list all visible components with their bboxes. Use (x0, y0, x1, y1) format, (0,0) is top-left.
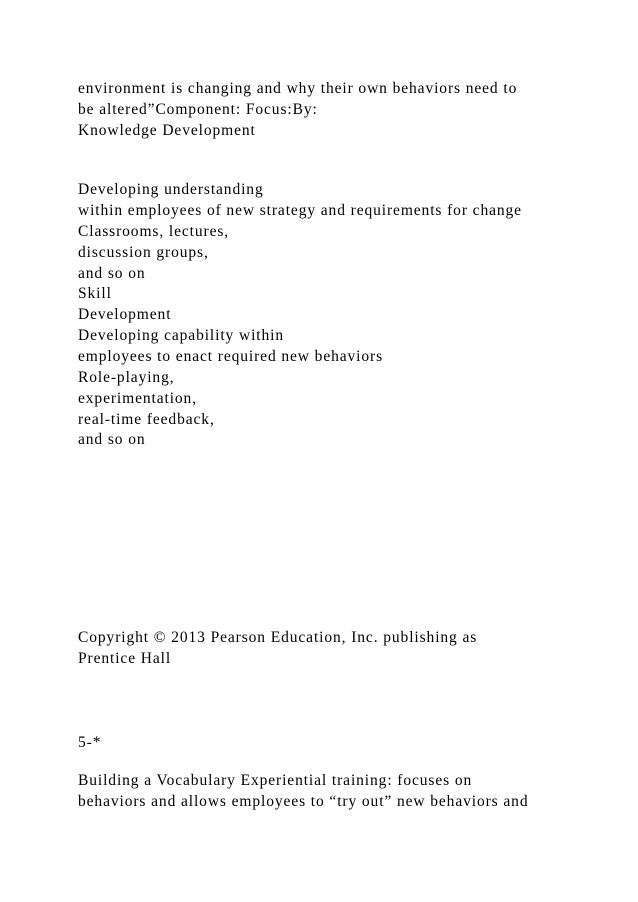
slide-number: 5-* (78, 734, 102, 751)
text-line: Skill (78, 285, 112, 302)
text-line: within employees of new strategy and requirements for change (78, 202, 522, 219)
text-line: behaviors and allows employees to “try out” new behaviors and (78, 793, 529, 810)
text-line: Development (78, 306, 172, 323)
text-line: Building a Vocabulary Experiential training: focuses on (78, 772, 473, 789)
text-line: Developing capability within (78, 327, 284, 344)
text-line: and so on (78, 265, 146, 282)
text-line: environment is changing and why their own behaviors need to (78, 80, 518, 97)
text-line: experimentation, (78, 390, 197, 407)
copyright-line: Copyright © 2013 Pearson Education, Inc. publishing as (78, 629, 478, 646)
text-line: Developing understanding (78, 181, 264, 198)
copyright-line: Prentice Hall (78, 650, 172, 667)
text-line: be altered”Component: Focus:By: (78, 101, 318, 118)
text-line: employees to enact required new behaviors (78, 348, 384, 365)
text-line: Classrooms, lectures, (78, 223, 230, 240)
text-line: discussion groups, (78, 244, 209, 261)
text-line: real-time feedback, (78, 411, 215, 428)
text-line: Knowledge Development (78, 122, 256, 139)
text-line: and so on (78, 431, 146, 448)
text-line: Role-playing, (78, 369, 175, 386)
